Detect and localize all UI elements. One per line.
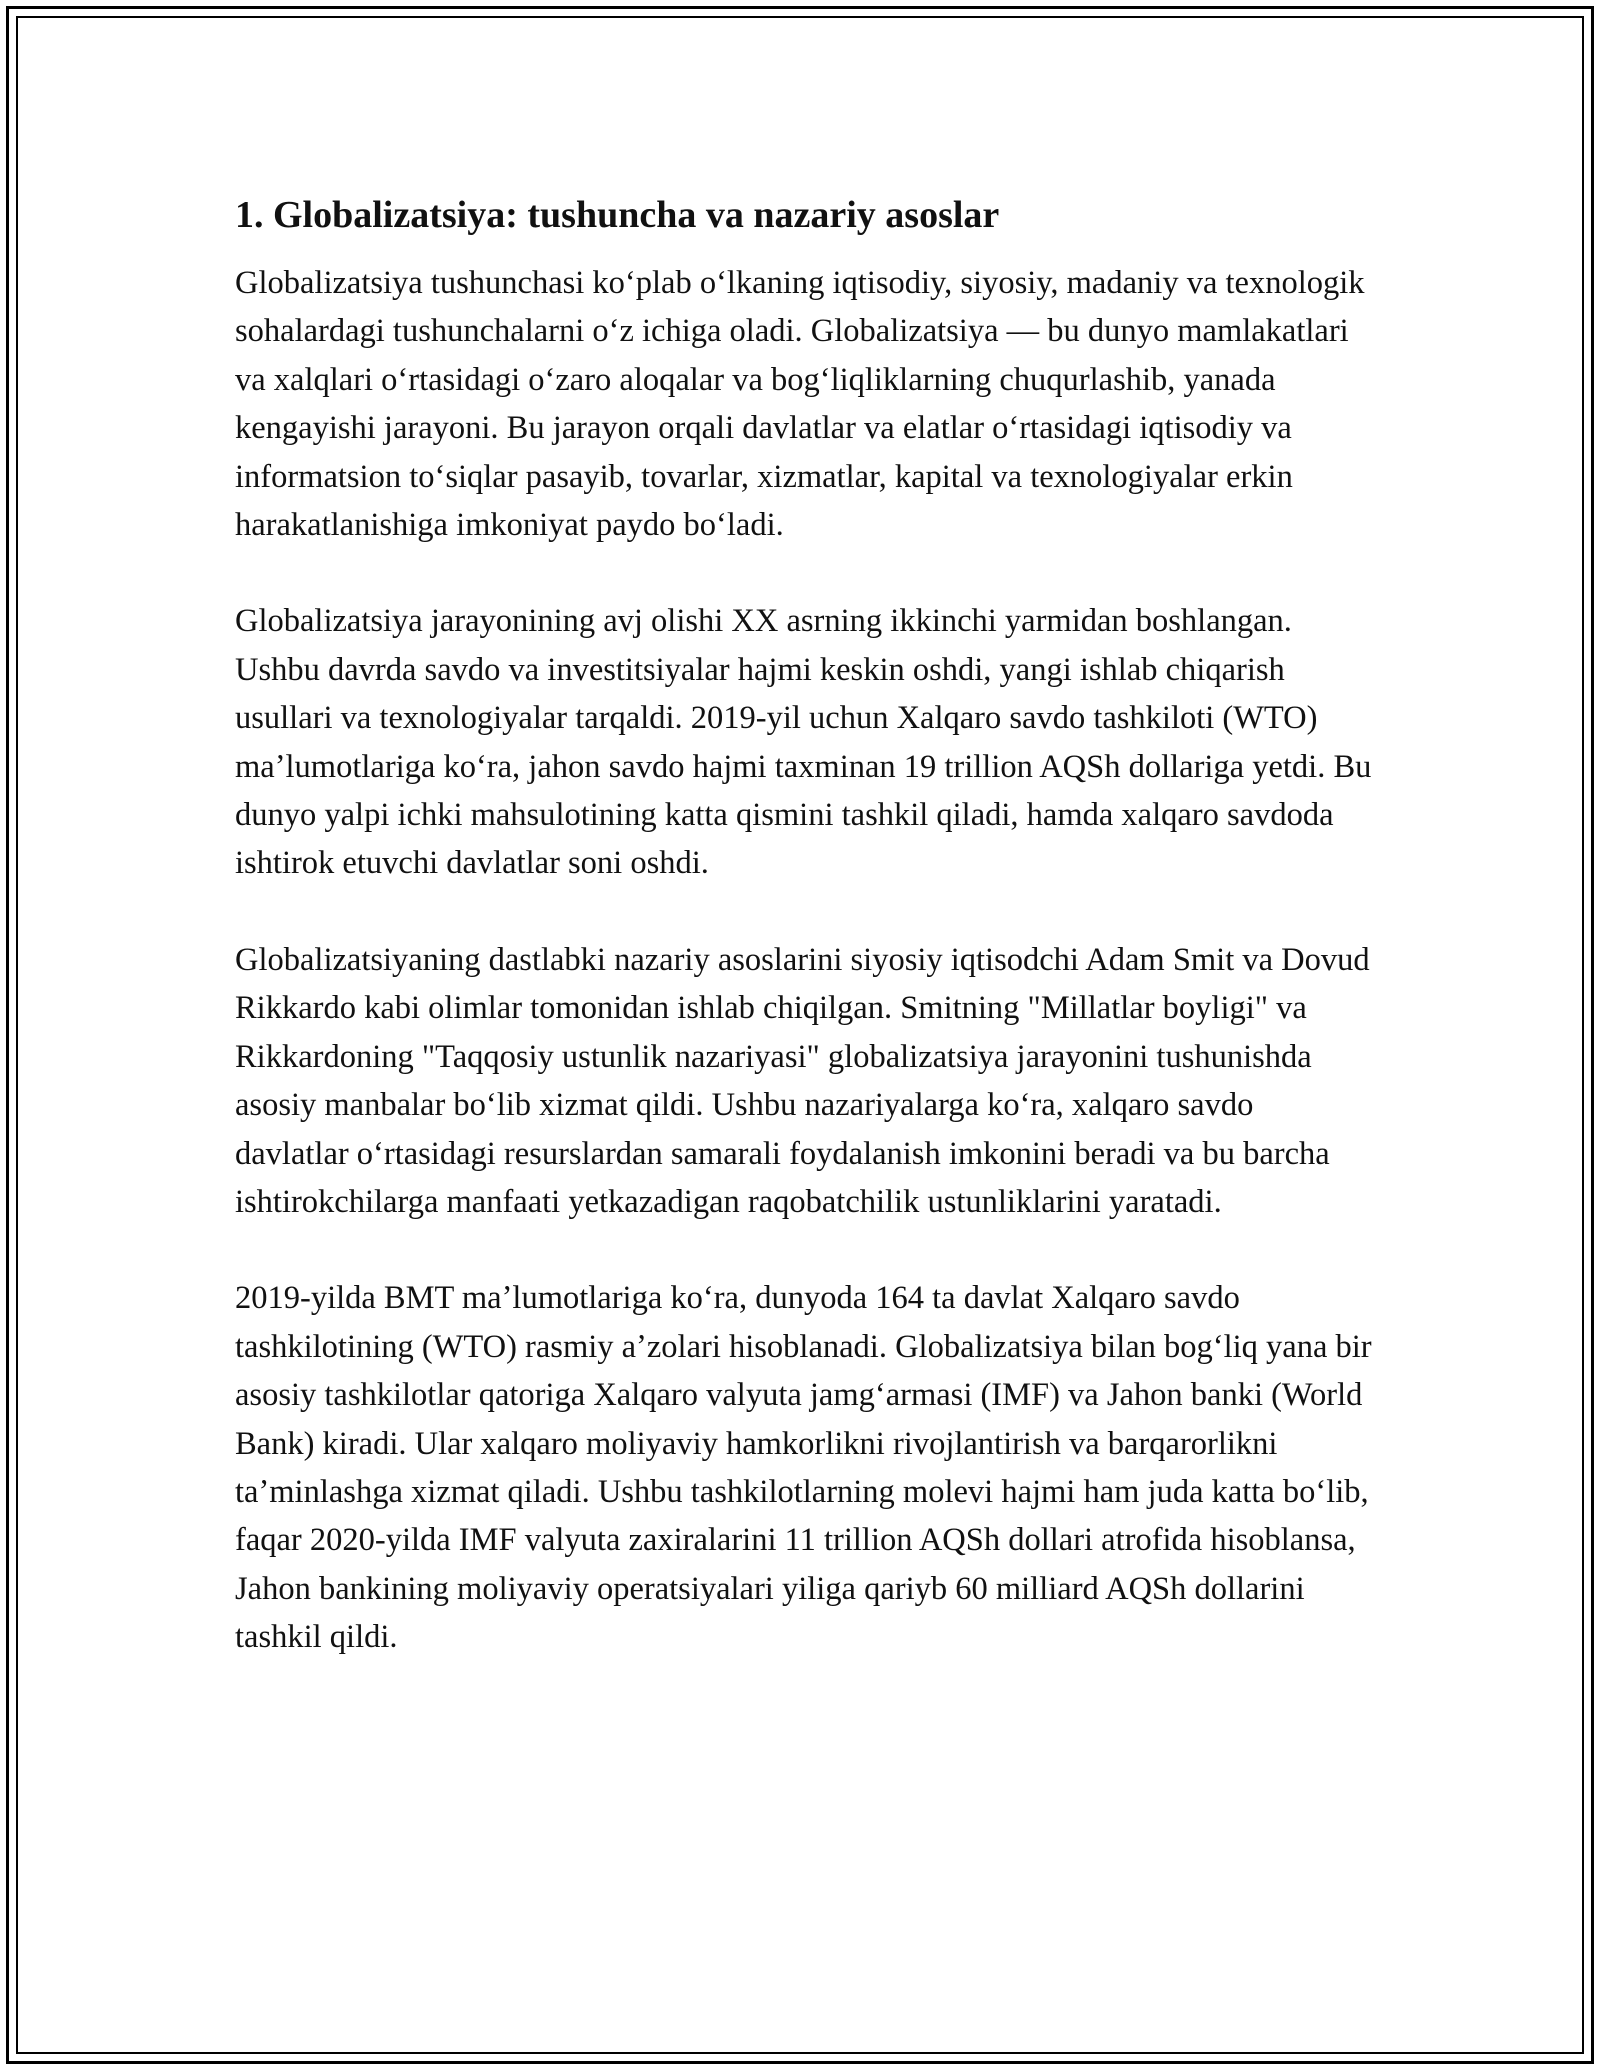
paragraph-definition: Globalizatsiya tushunchasi koʻplab oʻlkaning iqtisodiy, siyosiy, madaniy va texnologik sohalardagi tushunchalarni oʻz ichiga oladi. Globalizatsiya — bu dunyo mamlakatlari va xalqlari oʻrtasidagi oʻzaro aloqalar va bogʻliqliklarning chuqurlashib, yanada kengayishi jarayoni. Bu jarayon orqali davlatlar va elatlar oʻrtasidagi iqtisodiy va informatsion toʻsiqlar pasayib, tovarlar, xizmatlar, kapital va texnologiyalar erkin harakatlanishiga imkoniyat paydo boʻladi. (235, 265, 1365, 544)
paragraph-theory: Globalizatsiyaning dastlabki nazariy asoslarini siyosiy iqtisodchi Adam Smit va Dovud Rikkardo kabi olimlar tomonidan ishlab chiqilgan. Smitning "Millatlar boyligi" va Rikkardoning "Taqqosiy ustunlik nazariyasi" globalizatsiya jarayonini tushunishda asosiy manbalar boʻlib xizmat qildi. Ushbu nazariyalarga koʻra, xalqaro savdo davlatlar oʻrtasidagi resurslardan samarali foydalanish imkonini beradi va bu barcha ishtirokchilarga manfaati yetkazadigan raqobatchilik ustunliklarini yaratadi. (235, 941, 1370, 1220)
paragraph-organizations: 2019-yilda BMT maʼlumotlariga koʻra, dunyoda 164 ta davlat Xalqaro savdo tashkilotining (WTO) rasmiy aʼzolari hisoblanadi. Globalizatsiya bilan bogʻliq yana bir asosiy tashkilotlar qatoriga Xalqaro valyuta jamgʻarmasi (IMF) va Jahon banki (World Bank) kiradi. Ular xalqaro moliyaviy hamkorlikni rivojlantirish va barqarorlikni taʼminlashga xizmat qiladi. Ushbu tashkilotlarning molevi hajmi ham juda katta boʻlib, faqar 2020-yilda IMF valyuta zaxiralarini 11 trillion AQSh dollari atrofida hisoblansa, Jahon bankining moliyaviy operatsiyalari yiliga qariyb 60 milliard AQSh dollarini tashkil qildi. (235, 1280, 1372, 1656)
paragraph-history: Globalizatsiya jarayonining avj olishi XX asrning ikkinchi yarmidan boshlangan. Ushbu davrda savdo va investitsiyalar hajmi keskin oshdi, yangi ishlab chiqarish usullari va texnologiyalar tarqaldi. 2019-yil uchun Xalqaro savdo tashkiloti (WTO) maʼlumotlariga koʻra, jahon savdo hajmi taxminan 19 trillion AQSh dollariga yetdi. Bu dunyo yalpi ichki mahsulotining katta qismini tashkil qiladi, hamda xalqaro savdoda ishtirok etuvchi davlatlar soni oshdi. (235, 603, 1372, 882)
document-body (235, 185, 1375, 1710)
section-heading: 1. Globalizatsiya: tushuncha va nazariy asoslar (235, 194, 1000, 236)
